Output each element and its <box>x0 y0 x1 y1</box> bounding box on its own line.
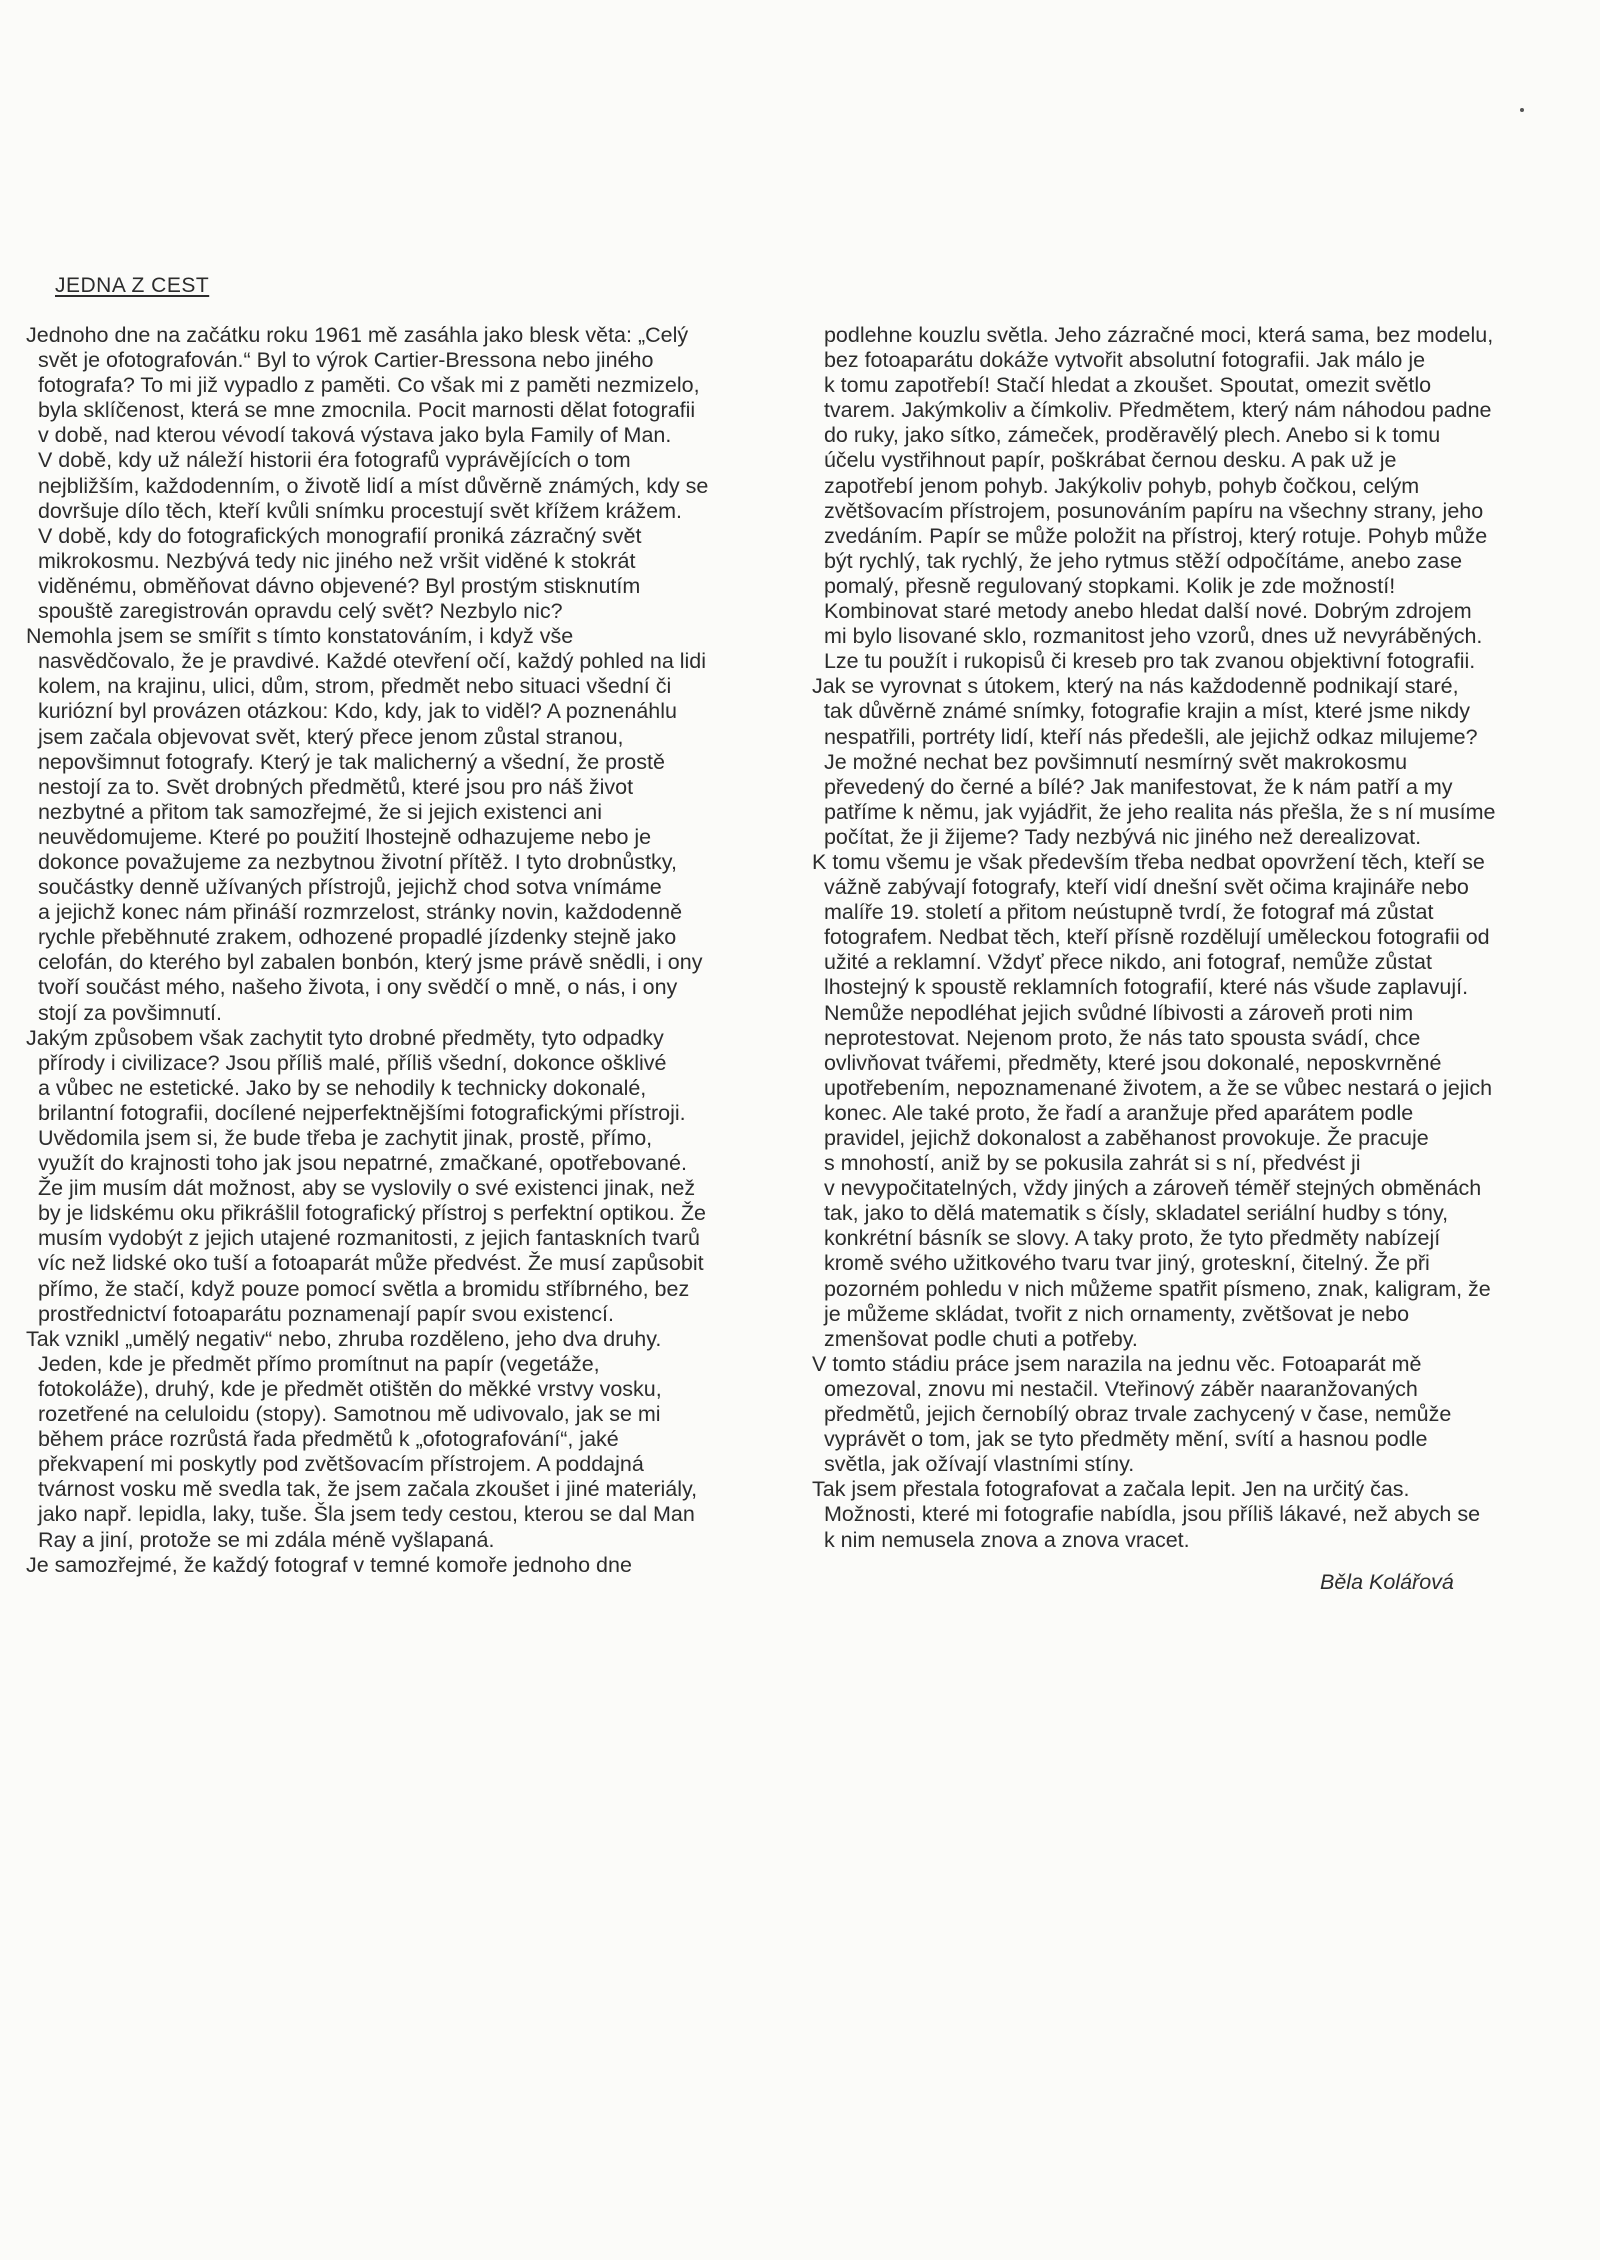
text-line: je můžeme skládat, tvořit z nich ornamenty, zvětšovat je nebo <box>812 1301 1410 1326</box>
text-line: zapotřebí jenom pohyb. Jakýkoliv pohyb, pohyb čočkou, celým <box>812 473 1420 498</box>
text-line: užité a reklamní. Vždyť přece nikdo, ani fotograf, nemůže zůstat <box>812 950 1432 975</box>
text-line: světla, jak ožívají vlastními stíny. <box>812 1452 1135 1477</box>
text-line: využít do krajnosti toho jak jsou nepatrné, zmačkané, opotřebované. <box>26 1151 687 1176</box>
text-line: nezbytné a přitom tak samozřejmé, že si jejich existenci ani <box>26 799 602 824</box>
text-line: K tomu všemu je však především třeba nedbat opovržení těch, kteří se <box>812 849 1485 874</box>
text-line: Ray a jiní, protože se mi zdála méně vyšlapaná. <box>26 1527 495 1552</box>
text-line: konec. Ale také proto, že řadí a aranžuje před aparátem podle <box>812 1100 1414 1125</box>
text-line: během práce rozrůstá řada předmětů k „ofotografování“, jaké <box>26 1427 619 1452</box>
text-line: nasvědčovalo, že je pravdivé. Každé otevření očí, každý pohled na lidi <box>26 649 707 674</box>
text-line: patříme k němu, jak vyjádřit, že jeho realita nás přešla, že s ní musíme <box>812 799 1496 824</box>
text-line: součástky denně užívaných přístrojů, jejichž chod sotva vnímáme <box>26 875 662 900</box>
text-line: tvarem. Jakýmkoliv a čímkoliv. Předmětem, který nám náhodou padne <box>812 398 1492 423</box>
text-line: Je samozřejmé, že každý fotograf v temné komoře jednoho dne <box>26 1552 632 1577</box>
text-line: dovršuje dílo těch, kteří kvůli snímku procestují svět křížem krážem. <box>26 498 682 523</box>
text-line: bez fotoaparátu dokáže vytvořit absolutní fotografii. Jak málo je <box>812 348 1426 373</box>
text-line: spouště zaregistrován opravdu celý svět? Nezbylo nic? <box>26 599 563 624</box>
text-line: k tomu zapotřebí! Stačí hledat a zkoušet. Spoutat, omezit světlo <box>812 373 1432 398</box>
text-line: přímo, že stačí, když pouze pomocí světla a bromidu stříbrného, bez <box>26 1276 690 1301</box>
text-line: fotografem. Nedbat těch, kteří přísně rozdělují uměleckou fotografii od <box>812 925 1490 950</box>
text-line: kromě svého užitkového tvaru tvar jiný, groteskní, čitelný. Že při <box>812 1251 1430 1276</box>
text-line: V době, kdy do fotografických monografií proniká zázračný svět <box>26 523 642 548</box>
text-line: Uvědomila jsem si, že bude třeba je zachytit jinak, prostě, přímo, <box>26 1126 653 1150</box>
text-line: konkrétní básník se slovy. A taky proto, že tyto předměty nabízejí <box>812 1226 1441 1251</box>
text-line: tvoří součást mého, našeho života, i ony svědčí o mně, o nás, i ony <box>26 975 678 1000</box>
text-line: Jednoho dne na začátku roku 1961 mě zasáhla jako blesk věta: „Celý <box>26 323 689 347</box>
text-line: Nemohla jsem se smířit s tímto konstatováním, i když vše <box>26 624 574 649</box>
text-line: Kombinovat staré metody anebo hledat další nové. Dobrým zdrojem <box>812 599 1472 624</box>
article-title: JEDNA Z CEST <box>55 274 210 297</box>
text-line: fotokoláže), druhý, kde je předmět otištěn do měkké vrstvy vosku, <box>26 1376 662 1401</box>
text-line: Lze tu použít i rukopisů či kreseb pro tak zvanou objektivní fotografii. <box>812 649 1476 674</box>
text-line: překvapení mi poskytly pod zvětšovacím přístrojem. A poddajná <box>26 1452 644 1477</box>
text-line: nestojí za to. Svět drobných předmětů, které jsou pro náš život <box>26 774 634 799</box>
text-line: tvárnost vosku mě svedla tak, že jsem začala zkoušet i jiné materiály, <box>26 1477 698 1502</box>
text-line: podlehne kouzlu světla. Jeho zázračné moci, která sama, bez modelu, <box>812 323 1494 347</box>
text-line: mi bylo lisované sklo, rozmanitost jeho vzorů, dnes už nevyráběných. <box>812 624 1483 649</box>
text-line: do ruky, jako sítko, zámeček, proděravělý plech. Anebo si k tomu <box>812 423 1441 448</box>
text-line: a jejichž konec nám přináší rozmrzelost, stránky novin, každodenně <box>26 900 683 925</box>
text-line: Nemůže nepodléhat jejich svůdné líbivosti a zároveň proti nim <box>812 1000 1414 1025</box>
text-line: tak, jako to dělá matematik s čísly, skladatel seriální hudby s tóny, <box>812 1201 1449 1226</box>
text-line: k nim nemusela znova a znova vracet. <box>812 1527 1190 1552</box>
text-line: předmětů, jejich černobílý obraz trvale zachycený v čase, nemůže <box>812 1402 1452 1427</box>
text-line: Že jim musím dát možnost, aby se vyslovily o své existenci jinak, než <box>26 1176 696 1201</box>
text-line: by je lidskému oku přikrášlil fotografický přístroj s perfektní optikou. Že <box>26 1201 706 1226</box>
left-column <box>26 323 791 1578</box>
text-line: V tomto stádiu práce jsem narazila na jednu věc. Fotoaparát mě <box>812 1351 1422 1376</box>
text-line: Tak jsem přestala fotografovat a začala lepit. Jen na určitý čas. <box>812 1477 1410 1502</box>
text-line: rozetřené na celuloidu (stopy). Samotnou mě udivovalo, jak se mi <box>26 1402 661 1427</box>
text-line: byla sklíčenost, která se mne zmocnila. Pocit marnosti dělat fotografii <box>26 398 696 423</box>
text-line: viděnému, obměňovat dávno objevené? Byl prostým stisknutím <box>26 573 641 598</box>
text-line: pozorném pohledu v nich můžeme spatřit písmeno, znak, kaligram, že <box>812 1276 1491 1301</box>
text-line: být rychlý, tak rychlý, že jeho rytmus stěží odpočítáme, anebo zase <box>812 548 1463 573</box>
text-line: zmenšovat podle chuti a potřeby. <box>812 1326 1138 1351</box>
text-line: omezoval, znovu mi nestačil. Vteřinový záběr naaranžovaných <box>812 1376 1418 1401</box>
text-line: nejbližším, každodenním, o životě lidí a míst důvěrně známých, kdy se <box>26 473 709 498</box>
text-line: mikrokosmu. Nezbývá tedy nic jiného než vršit viděné k stokrát <box>26 548 636 573</box>
text-line: stojí za povšimnutí. <box>26 1000 222 1025</box>
text-line: Tak vznikl „umělý negativ“ nebo, zhruba rozděleno, jeho dva druhy. <box>26 1326 662 1351</box>
text-line: vyprávět o tom, jak se tyto předměty mění, svítí a hasnou podle <box>812 1427 1428 1452</box>
text-line: tak důvěrně známé snímky, fotografie krajin a míst, které jsme nikdy <box>812 699 1470 724</box>
page-dot <box>1520 108 1524 112</box>
text-line: musím vydobýt z jejich utajené rozmanitosti, z jejich fantaskních tvarů <box>26 1226 700 1251</box>
text-line: kuriózní byl provázen otázkou: Kdo, kdy, jak to viděl? A poznenáhlu <box>26 699 677 724</box>
text-line: prostřednictví fotoaparátu poznamenají papír svou existencí. <box>26 1301 614 1326</box>
text-line: vážně zabývají fotografy, kteří vidí dnešní svět očima krajináře nebo <box>812 875 1469 900</box>
text-line: a vůbec ne estetické. Jako by se nehodily k technicky dokonalé, <box>26 1075 647 1100</box>
text-line: převedený do černé a bílé? Jak manifestovat, že k nám patří a my <box>812 774 1453 799</box>
text-line: v nevypočitatelných, vždy jiných a zároveň téměř stejných obměnách <box>812 1176 1482 1201</box>
text-line: upotřebením, nepoznamenané životem, a že se vůbec nestará o jejich <box>812 1075 1493 1100</box>
text-line: svět je ofotografován.“ Byl to výrok Cartier-Bressona nebo jiného <box>26 348 654 373</box>
text-line: pomalý, přesně regulovaný stopkami. Kolik je zde možností! <box>812 573 1396 598</box>
text-line: celofán, do kterého byl zabalen bonbón, který jsme právě snědli, i ony <box>26 950 703 975</box>
text-line: ovlivňovat tvářemi, předměty, které jsou dokonalé, neposkvrněné <box>812 1050 1442 1075</box>
text-line: nepovšimnut fotografy. Který je tak malicherný a všední, že prostě <box>26 749 665 774</box>
text-line: víc než lidské oko tuší a fotoaparát může předvést. Že musí zapůsobit <box>26 1251 704 1276</box>
text-line: jako např. lepidla, laky, tuše. Šla jsem tedy cestou, kterou se dal Man <box>26 1502 695 1527</box>
text-line: malíře 19. století a přitom neústupně tvrdí, že fotograf má zůstat <box>812 900 1434 925</box>
text-line: Je možné nechat bez povšimnutí nesmírný svět makrokosmu <box>812 749 1408 774</box>
text-line: pravidel, jejichž dokonalost a zaběhanost provokuje. Že pracuje <box>812 1126 1429 1150</box>
text-line: jsem začala objevovat svět, který přece jenom zůstal stranou, <box>26 724 624 749</box>
text-line: neprotestovat. Nejenom proto, že nás tato spousta svádí, chce <box>812 1025 1421 1050</box>
text-line: fotografa? To mi již vypadlo z paměti. Co však mi z paměti nezmizelo, <box>26 373 700 398</box>
text-line: účelu vystřihnout papír, poškrábat černou desku. A pak už je <box>812 448 1397 473</box>
text-line: zvedáním. Papír se může položit na přístroj, který rotuje. Pohyb může <box>812 523 1488 548</box>
text-line: Jeden, kde je předmět přímo promítnut na papír (vegetáže, <box>26 1351 600 1376</box>
text-line: Jakým způsobem však zachytit tyto drobné předměty, tyto odpadky <box>26 1025 664 1050</box>
text-line: přírody i civilizace? Jsou příliš malé, příliš všední, dokonce ošklivé <box>26 1050 667 1075</box>
text-line: s mnohostí, aniž by se pokusila zahrát si s ní, předvést ji <box>812 1151 1361 1176</box>
text-line: Jak se vyrovnat s útokem, který na nás každodenně podnikají staré, <box>812 674 1459 699</box>
text-line: kolem, na krajinu, ulici, dům, strom, předmět nebo situaci všední či <box>26 674 672 699</box>
text-line: dokonce považujeme za nezbytnou životní přítěž. I tyto drobnůstky, <box>26 849 677 874</box>
text-line: počítat, že ji žijeme? Tady nezbývá nic jiného než derealizovat. <box>812 824 1422 849</box>
text-line: neuvědomujeme. Které po použití lhostejně odhazujeme nebo je <box>26 824 652 849</box>
text-line: zvětšovacím přístrojem, posunováním papíru na všechny strany, jeho <box>812 498 1484 523</box>
text-line: lhostejný k spoustě reklamních fotografií, které nás všude zaplavují. <box>812 975 1469 1000</box>
text-line: brilantní fotografii, docílené nejperfektnějšími fotografickými přístroji. <box>26 1100 686 1125</box>
text-line: nespatřili, portréty lidí, kteří nás předešli, ale jejichž odkaz milujeme? <box>812 724 1478 749</box>
text-line: Možnosti, které mi fotografie nabídla, jsou příliš lákavé, než abych se <box>812 1502 1481 1527</box>
text-line: v době, nad kterou vévodí taková výstava jako byla Family of Man. <box>26 423 672 448</box>
text-line: V době, kdy už náleží historii éra fotografů vyprávějících o tom <box>26 448 631 473</box>
text-line: rychle přeběhnuté zrakem, odhozené propadlé jízdenky stejně jako <box>26 925 677 950</box>
right-column <box>812 323 1574 1553</box>
author-signature: Běla Kolářová <box>1320 1570 1454 1594</box>
